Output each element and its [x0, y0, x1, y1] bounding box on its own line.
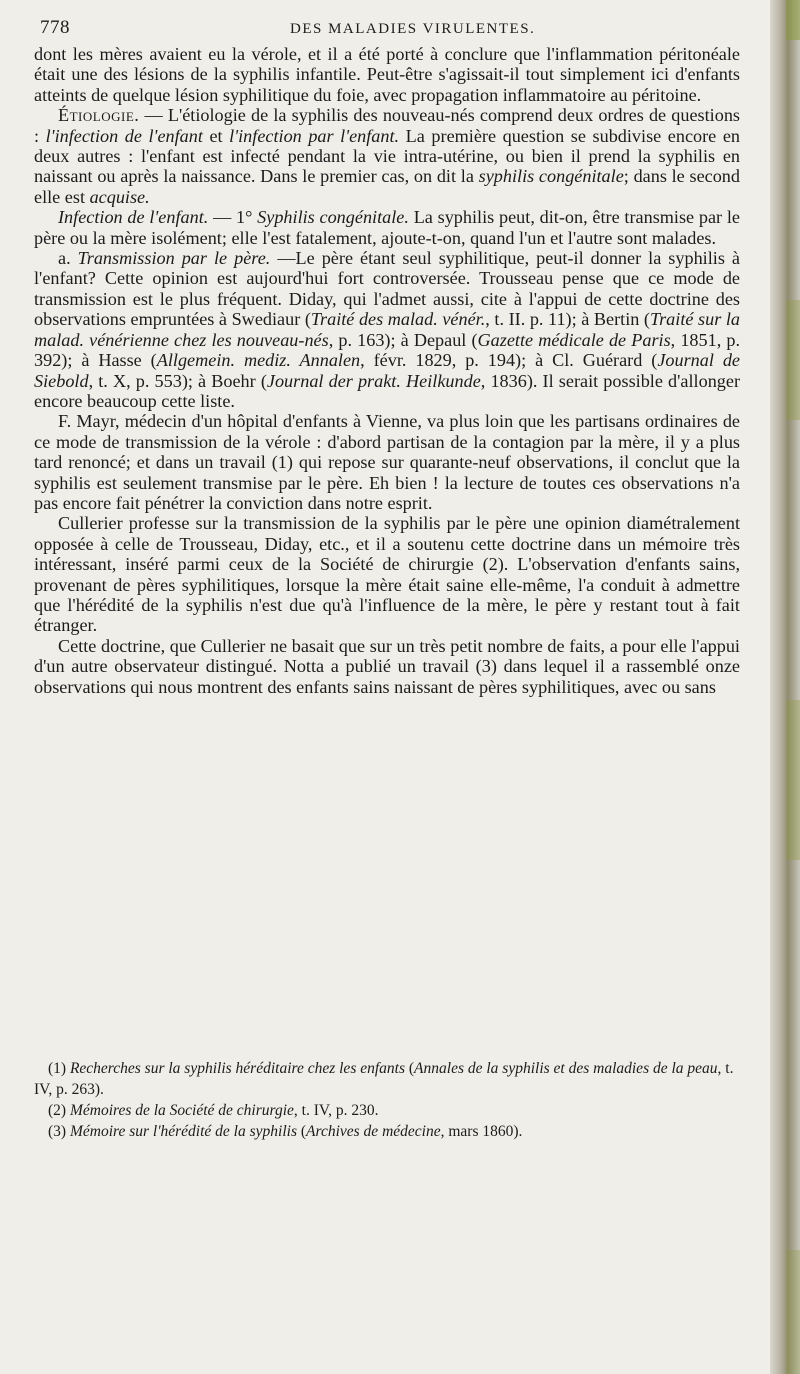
footnote: (3) Mémoire sur l'hérédité de la syphilis (Archives de médecine, mars 1860).	[48, 1123, 523, 1140]
page-edge-tab	[786, 300, 800, 420]
body-text	[34, 44, 740, 697]
page-edge-tab	[786, 1250, 800, 1374]
subsection-heading: Infection de l'enfant.	[58, 207, 209, 228]
page-edge-tab	[786, 0, 800, 40]
footnotes	[34, 1058, 740, 1142]
page-header	[40, 15, 740, 41]
paragraph: F. Mayr, médecin d'un hôpital d'enfants à Vienne, va plus loin que les partisans ordinaires de ce mode de transmission de la vérole : d'abord partisan de la contagion par la mère, il y a plus tard renoncé; et dans un travail (1) qui repose sur quarante-neuf observations, il conclut que la syphilis est seulement transmise par le père. Eh bien ! la lecture de toutes ces observations n'a pas encore fait pénétrer la conviction dans notre esprit.	[34, 411, 740, 513]
page-edge-shadow	[770, 0, 800, 1374]
paragraph: Cette doctrine, que Cullerier ne basait que sur un très petit nombre de faits, a pour elle l'appui d'un autre observateur distingué. Notta a publié un travail (3) dans lequel il a rassemblé onze observations qui nous montrent des enfants sains naissant de pères syphilitiques, avec ou sans	[34, 635, 740, 697]
page-edge-tab	[786, 700, 800, 860]
paragraph: a. Transmission par le père. —Le père étant seul syphilitique, peut-il donner la syphilis à l'enfant? Cette opinion est aujourd'hui fort controversée. Trousseau pense que ce mode de transmission est le plus fréquent. Diday, qui l'admet aussi, cite à l'appui de cette doctrine des observations empruntées à Swediaur (Traité des malad. vénér., t. II. p. 11); à Bertin (Traité sur la malad. vénérienne chez les nouveau-nés, p. 163); à Depaul (Gazette médicale de Paris, 1851, p. 392); à Hasse (Allgemein. mediz. Annalen, févr. 1829, p. 194); à Cl. Guérard (Journal de Siebold, t. X, p. 553); à Boehr (Journal der prakt. Heilkunde, 1836). Il serait possible d'allonger encore beaucoup cette liste.	[34, 248, 741, 411]
paragraph: Cullerier professe sur la transmission de la syphilis par le père une opinion diamétralement opposée à celle de Trousseau, Diday, etc., et il a soutenu cette doctrine dans un mémoire très intéressant, inséré parmi ceux de la Société de chirurgie (2). L'observation d'enfants sains, provenant de pères syphilitiques, lorsque la mère était saine elle-même, l'a conduit à admettre que l'hérédité de la syphilis n'est due qu'à l'influence de la mère, le père y restant tout à fait étranger.	[34, 513, 740, 636]
page-number: 778	[40, 17, 70, 38]
paragraph: dont les mères avaient eu la vérole, et il a été porté à conclure que l'inflammation péritonéale était une des lésions de la syphilis infantile. Peut-être s'agissait-il tout simplement ici d'enfants atteints de quelque lésion syphilitique du foie, avec propagation inflammatoire au péritoine.	[34, 44, 740, 105]
section-heading: Étiologie.	[58, 105, 140, 126]
footnote: (1) Recherches sur la syphilis héréditaire chez les enfants (Annales de la syphilis et des maladies de la peau, t. IV, p. 263).	[34, 1060, 734, 1098]
running-head: DES MALADIES VIRULENTES.	[290, 21, 536, 37]
footnote: (2) Mémoires de la Société de chirurgie, t. IV, p. 230.	[48, 1102, 379, 1119]
paragraph: Infection de l'enfant. — 1° Syphilis congénitale. La syphilis peut, dit-on, être transmise par le père ou la mère isolément; elle l'est fatalement, ajoute-t-on, quand l'un et l'autre sont malades.	[34, 207, 741, 248]
paragraph: Étiologie. — L'étiologie de la syphilis des nouveau-nés comprend deux ordres de questions : l'infection de l'enfant et l'infection par l'enfant. La première question se subdivise encore en deux autres : l'enfant est infecté pendant la vie intra-utérine, ou bien il prend la syphilis en naissant ou après la naissance. Dans le premier cas, on dit la syphilis congénitale; dans le second elle est acquise.	[34, 105, 740, 207]
